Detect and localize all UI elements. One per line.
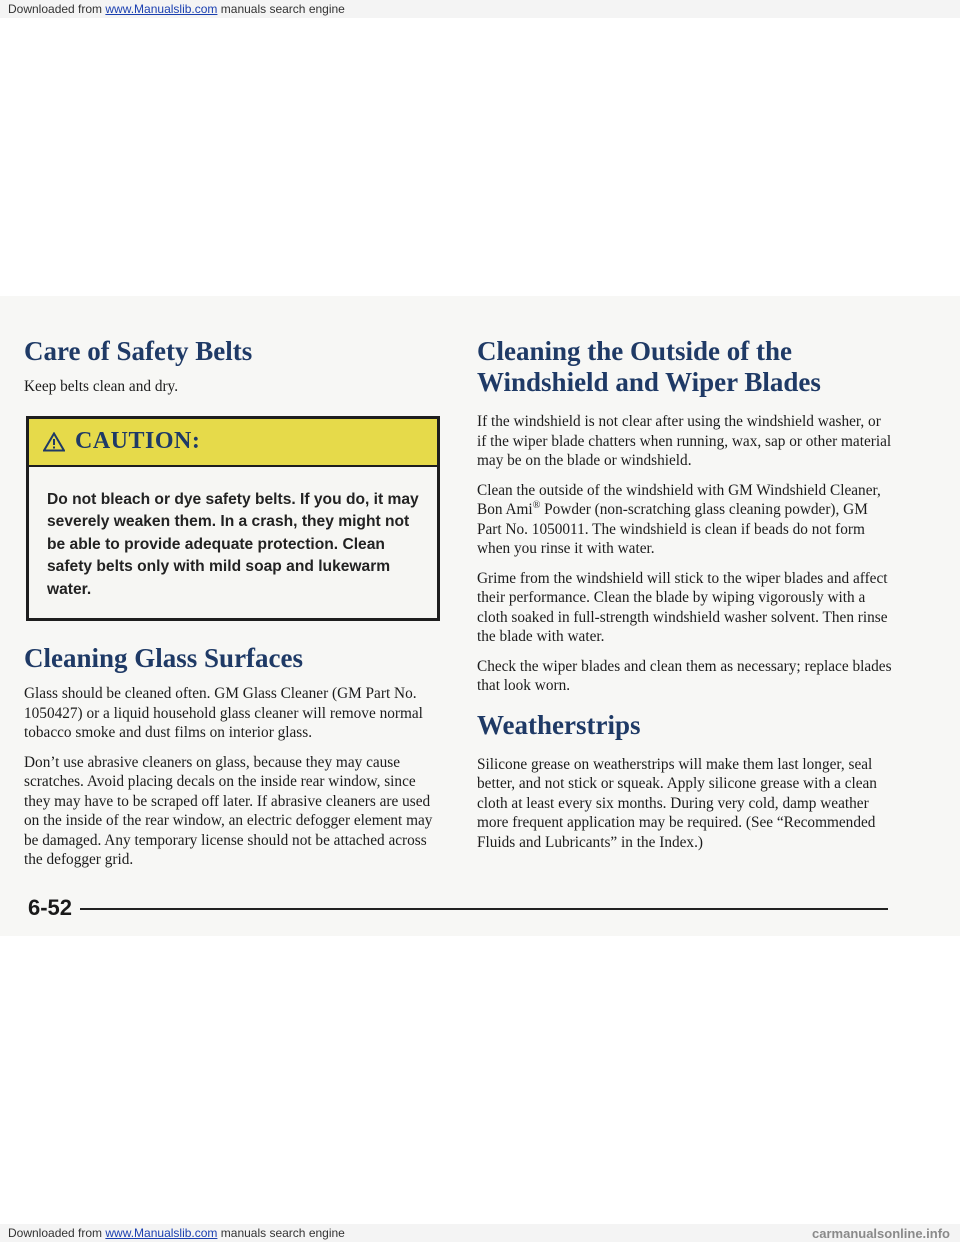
download-notice-bottom-prefix: Downloaded from <box>8 1226 106 1240</box>
warning-triangle-icon <box>43 432 65 452</box>
windshield-paragraph-2-start: Clean the outside of the windshield with GM Windshield Cleaner, Bon Ami <box>477 481 881 518</box>
glass-paragraph-1: Glass should be cleaned often. GM Glass Cleaner (GM Part No. 1050427) or a liquid household glass cleaner will remove normal tobacco smoke and dust films on interior glass. <box>24 685 423 741</box>
windshield-heading-line-1: Cleaning the Outside of the <box>477 336 793 366</box>
right-column <box>477 336 892 852</box>
download-notice-text <box>8 2 345 16</box>
caution-title: CAUTION: <box>75 428 201 454</box>
page-footer <box>28 895 888 921</box>
windshield-paragraph-2 <box>477 481 892 559</box>
care-of-safety-belts-heading: Care of Safety Belts <box>24 336 253 366</box>
windshield-paragraph-1: If the windshield is not clear after using the windshield washer, or if the wiper blade chatters when running, wax, sap or other material may be on the blade or windshield. <box>477 413 892 469</box>
left-column <box>24 336 439 870</box>
download-notice-bottom-suffix: manuals search engine <box>217 1226 345 1240</box>
caution-header <box>29 419 437 467</box>
download-notice-suffix: manuals search engine <box>217 2 345 16</box>
carmanualsonline-watermark: carmanualsonline.info <box>812 1226 950 1241</box>
windshield-paragraph-2-end: Powder (non-scratching glass cleaning powder), GM Part No. 1050011. The windshield is clean if beads do not form when you rinse it with water. <box>477 501 868 557</box>
cleaning-glass-surfaces-heading: Cleaning Glass Surfaces <box>24 643 304 673</box>
manualslib-link[interactable]: www.Manualslib.com <box>105 2 218 16</box>
download-notice-top <box>0 0 960 18</box>
caution-text: Do not bleach or dye safety belts. If you do, it may severely weaken them. In a crash, they might not be able to provide adequate protection. Clean safety belts only with mild soap and lukewarm water. <box>47 490 419 598</box>
caution-box <box>26 416 440 622</box>
windshield-heading-line-2: Windshield and Wiper Blades <box>477 367 821 397</box>
windshield-paragraph-3: Grime from the windshield will stick to the wiper blades and affect their performance. Clean the blade by wiping vigorously with a cloth soaked in full-strength windshield washer solvent. Then rinse the blade with water. <box>477 569 888 645</box>
manualslib-link-bottom[interactable]: www.Manualslib.com <box>105 1226 218 1240</box>
glass-paragraph-2: Don’t use abrasive cleaners on glass, because they may cause scratches. Avoid placing decals on the inside rear window, since they may have to be scraped off later. If abrasive cleaners are used on the inside of the rear window, an electric defogger element may be damaged. Any temporary license should not be attached across the defogger grid. <box>24 753 433 868</box>
weatherstrips-heading: Weatherstrips <box>477 709 641 740</box>
download-notice-bottom-text <box>8 1226 345 1240</box>
weatherstrips-paragraph: Silicone grease on weatherstrips will make them last longer, seal better, and not stick or squeak. Apply silicone grease with a clean cloth at least every six months. During very cold, damp weather more frequent application may be required. (See “Recommended Fluids and Lubricants” in the Index.) <box>477 755 877 851</box>
footer-rule <box>80 908 888 910</box>
page-number: 6-52 <box>28 895 73 920</box>
windshield-paragraph-4: Check the wiper blades and clean them as necessary; replace blades that look worn. <box>477 657 892 694</box>
download-notice-prefix: Downloaded from <box>8 2 106 16</box>
care-of-safety-belts-text: Keep belts clean and dry. <box>24 378 179 395</box>
registered-mark: ® <box>532 499 541 511</box>
